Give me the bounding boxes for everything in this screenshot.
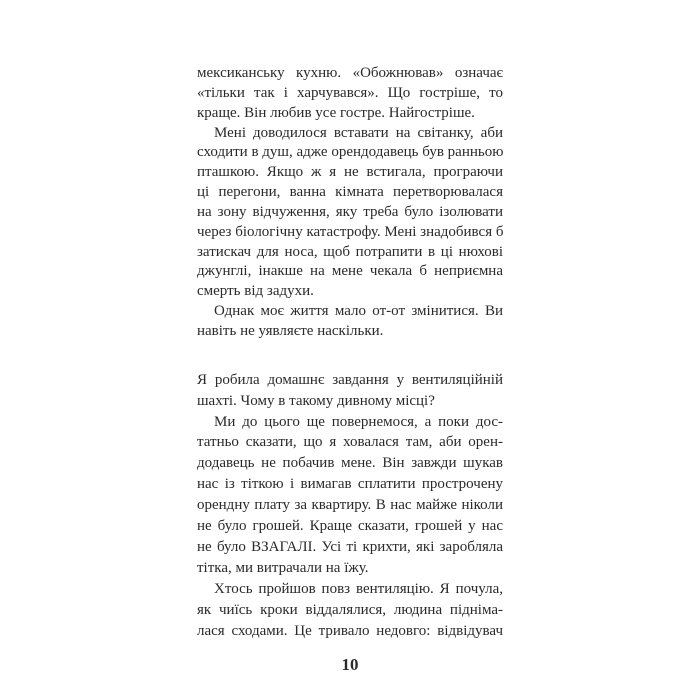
text-line: затискач для носа, щоб потрапити в ці нюхові — [197, 243, 503, 260]
text-line: як чиїсь кроки віддалялися, людина підніма- — [197, 601, 503, 618]
text-section-1 — [197, 64, 503, 342]
text-line: сходити в душ, адже орендодавець був ранньою — [197, 144, 504, 161]
text-line: навіть не уявляєте наскільки. — [197, 322, 384, 339]
text-line: ці перегони, ванна кімната перетворювалася — [197, 184, 503, 201]
text-line: орендну плату за квартиру. В нас майже ніколи — [197, 497, 503, 514]
text-line: смерть від задухи. — [197, 283, 314, 300]
text-line: джунглі, інакше на мене чекала б неприємна — [197, 263, 503, 280]
text-line: нас із тіткою і вимагав сплатити прострочену — [197, 476, 503, 493]
text-line: тітка, ми витрачали на їжу. — [197, 559, 369, 576]
text-line: «тільки так і харчувався». Що гостріше, то — [197, 84, 503, 101]
text-line: татньо сказати, що я ховалася там, аби орен- — [197, 434, 503, 451]
text-line: шахті. Чому в такому дивному місці? — [197, 392, 435, 409]
text-section-2 — [197, 370, 503, 642]
text-line: лася сходами. Це тривало недовго: відвідувач — [197, 622, 503, 639]
text-line: Я робила домашнє завдання у вентиляційній — [197, 371, 503, 388]
text-line: Ми до цього ще повернемося, а поки дос- — [214, 413, 503, 430]
text-line: Мені доводилося вставати на світанку, аби — [214, 124, 503, 141]
text-line: додавець не побачив мене. Він завжди шукав — [197, 455, 503, 472]
book-page-text — [197, 64, 503, 641]
text-line: не було ВЗАГАЛІ. Усі ті крихти, які заробляла — [197, 538, 503, 555]
text-line: пташкою. Якщо ж я не встигала, програючи — [197, 164, 503, 181]
text-line: не було грошей. Краще сказати, грошей у нас — [197, 518, 503, 535]
page-number: 10 — [341, 655, 359, 674]
text-line: Хтось пройшов повз вентиляцію. Я почула, — [214, 580, 503, 597]
text-line: краще. Він любив усе гостре. Найгостріше. — [197, 104, 475, 121]
text-line: на зону відчуження, яку треба було ізолювати — [197, 203, 503, 220]
text-line: Однак моє життя мало от-от змінитися. Ви — [214, 303, 503, 320]
text-line: мексиканську кухню. «Обожнював» означає — [197, 65, 503, 81]
text-line: через біологічну катастрофу. Мені знадобився б — [197, 223, 504, 240]
